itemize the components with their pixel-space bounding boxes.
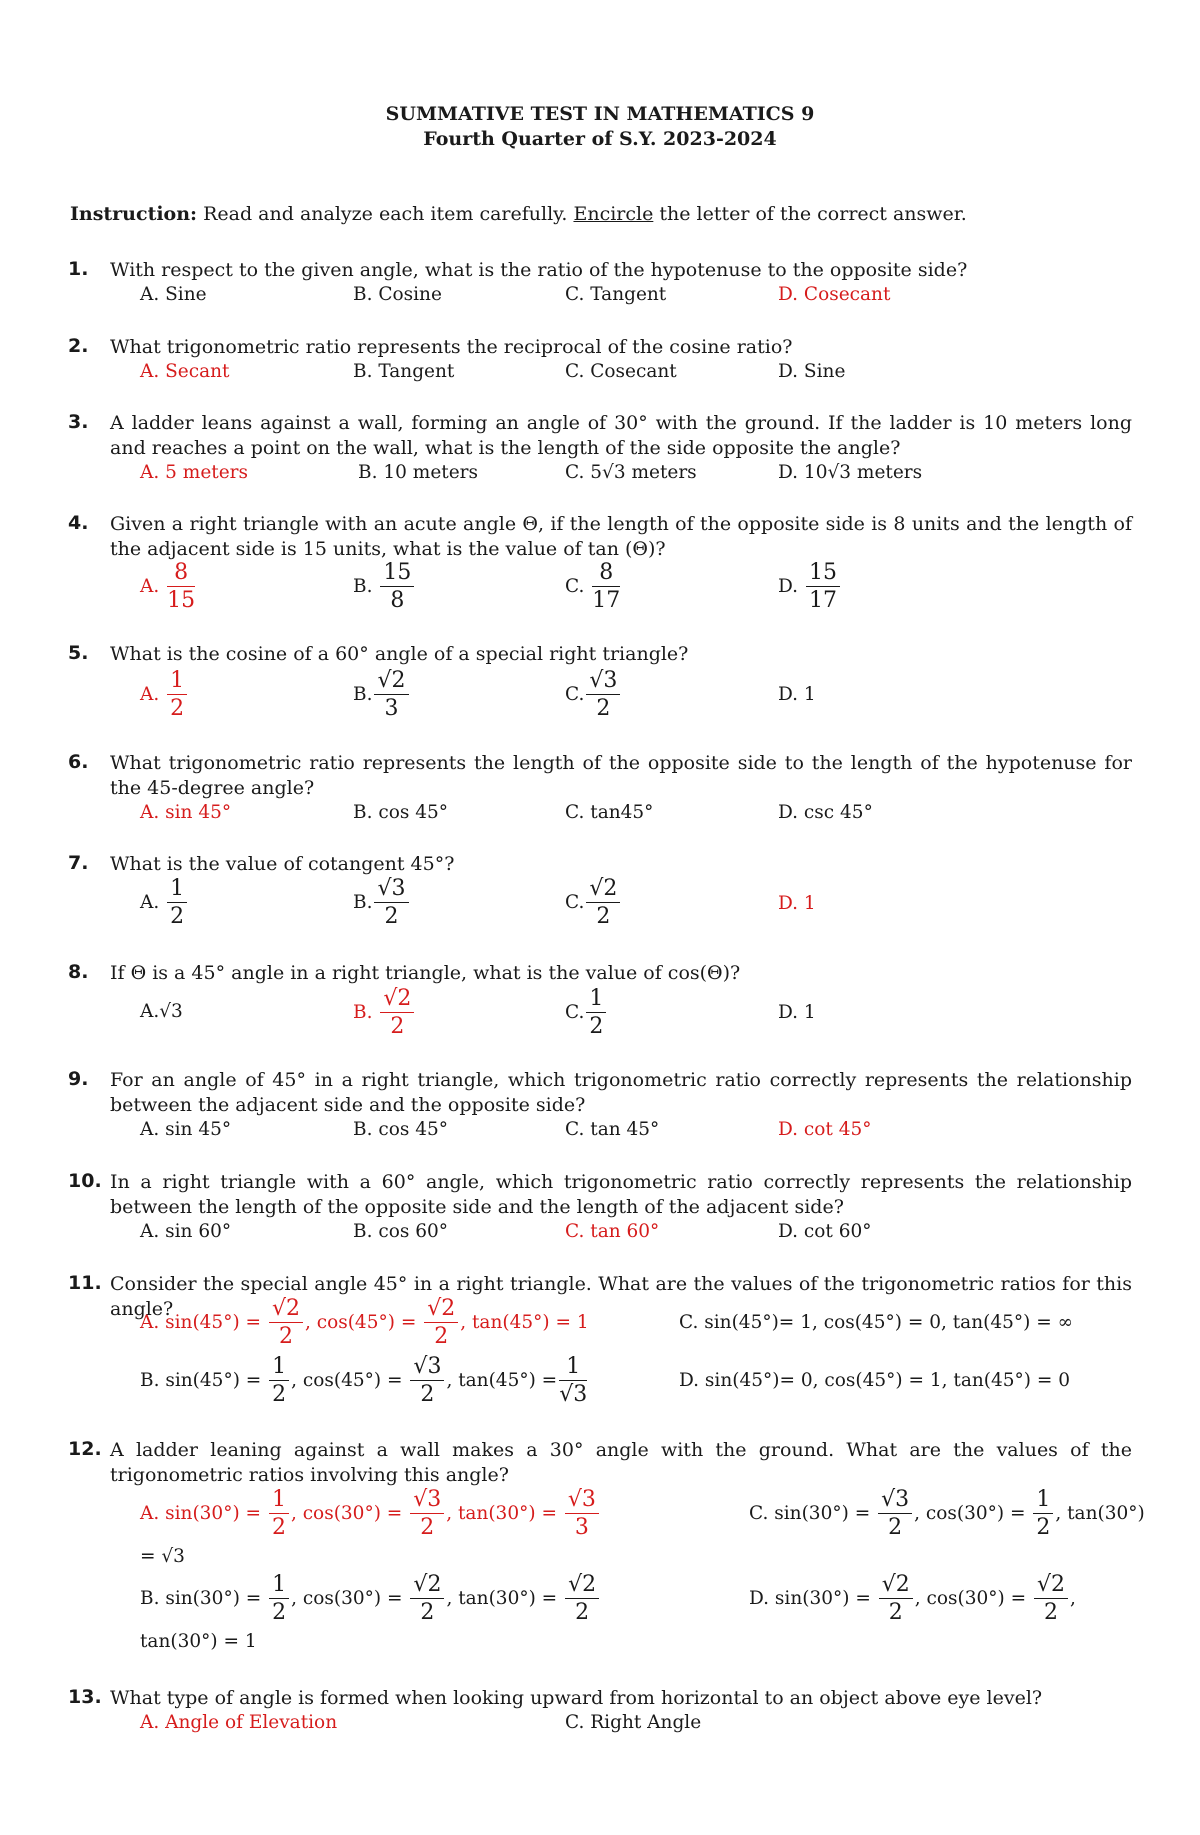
option-b[interactable] — [353, 562, 416, 612]
fraction — [424, 1298, 458, 1348]
numerator: 1 — [1033, 1489, 1053, 1514]
option-c[interactable]: C. tan 45° — [565, 1119, 660, 1140]
denominator: 2 — [170, 696, 185, 721]
option-b[interactable]: B. Cosine — [353, 284, 442, 305]
option-letter: C. — [565, 576, 585, 597]
option-a-answer[interactable]: A. Secant — [140, 361, 230, 382]
option-letter: B. — [353, 684, 373, 705]
denominator: 2 — [420, 1600, 435, 1625]
denominator: 2 — [589, 1014, 604, 1039]
fraction — [559, 1356, 587, 1406]
option-c[interactable]: C. Tangent — [565, 284, 667, 305]
fraction — [380, 988, 414, 1038]
fraction — [806, 562, 840, 612]
instruction-encircle: Encircle — [573, 203, 654, 225]
denominator: 2 — [888, 1600, 903, 1625]
option-letter: A. — [140, 684, 160, 705]
option-d[interactable]: D. 1 — [778, 684, 816, 705]
numerator: √2 — [410, 1574, 444, 1599]
numerator: 1 — [586, 988, 606, 1013]
option-letter: A. — [140, 576, 160, 597]
numerator: √3 — [410, 1356, 444, 1381]
option-text: , tan(30°) = — [446, 1588, 564, 1609]
option-a-answer[interactable]: A. sin 45° — [140, 802, 232, 823]
numerator: √2 — [269, 1298, 303, 1323]
numerator: √3 — [565, 1489, 599, 1514]
numerator: 15 — [806, 562, 840, 587]
numerator: 8 — [592, 562, 620, 587]
numerator: 15 — [380, 562, 414, 587]
denominator: 2 — [888, 1515, 903, 1540]
option-text: A. sin(45°) = — [140, 1312, 267, 1333]
denominator: 15 — [167, 588, 196, 613]
instruction-text-end: the letter of the correct answer. — [653, 203, 967, 225]
fraction — [380, 562, 414, 612]
option-d[interactable]: D. 1 — [778, 1002, 816, 1023]
question-text: A ladder leaning against a wall makes a 30° angle with the ground. What are the values of the trigonometric ratios involving this angle? — [110, 1439, 1132, 1486]
numerator: 1 — [559, 1356, 587, 1381]
option-text: , tan(30°) = — [446, 1503, 563, 1524]
question-number: 7. — [68, 852, 89, 874]
denominator: 3 — [574, 1515, 589, 1540]
numerator: √2 — [374, 670, 408, 695]
question-number: 10. — [68, 1170, 102, 1192]
option-d-answer[interactable]: D. cot 45° — [778, 1119, 872, 1140]
question-number: 8. — [68, 961, 89, 983]
option-d[interactable]: D. csc 45° — [778, 802, 873, 823]
numerator: √3 — [878, 1489, 912, 1514]
fraction — [879, 1574, 913, 1624]
option-text: , cos(30°) = — [914, 1588, 1033, 1609]
option-d[interactable]: D. sin(45°)= 0, cos(45°) = 1, tan(45°) = 0 — [679, 1370, 1071, 1391]
option-c-answer[interactable]: C. tan 60° — [565, 1221, 660, 1242]
question-number: 5. — [68, 642, 89, 664]
fraction — [269, 1489, 289, 1539]
option-b[interactable]: B. cos 45° — [353, 1119, 449, 1140]
option-b[interactable]: B. Tangent — [353, 361, 455, 382]
numerator: 1 — [269, 1356, 289, 1381]
denominator: 2 — [596, 696, 611, 721]
question-number: 3. — [68, 411, 89, 433]
fraction — [586, 988, 606, 1038]
option-c[interactable]: C. 5√3 meters — [565, 462, 697, 483]
question-text: What trigonometric ratio represents the length of the opposite side to the length of the hypotenuse for the 45-degree angle? — [110, 752, 1132, 799]
option-c[interactable] — [565, 988, 608, 1038]
option-a[interactable]: A. sin 60° — [140, 1221, 232, 1242]
option-a[interactable]: A. sin 45° — [140, 1119, 232, 1140]
denominator: 17 — [808, 588, 837, 613]
option-d[interactable]: D. 10√3 meters — [778, 462, 923, 483]
option-c[interactable]: C. Right Angle — [565, 1712, 702, 1733]
numerator: 1 — [167, 878, 187, 903]
denominator: 2 — [384, 904, 399, 929]
question-number: 12. — [68, 1438, 102, 1460]
question-text: With respect to the given angle, what is the ratio of the hypotenuse to the opposite side? — [110, 259, 968, 281]
question-text: What is the cosine of a 60° angle of a special right triangle? — [110, 643, 689, 665]
question-text: What trigonometric ratio represents the reciprocal of the cosine ratio? — [110, 336, 793, 358]
option-letter: B. — [353, 892, 373, 913]
question-text: What is the value of cotangent 45°? — [110, 853, 455, 875]
option-a-answer[interactable]: A. 5 meters — [140, 462, 248, 483]
numerator: 1 — [269, 1489, 289, 1514]
option-text: B. sin(45°) = — [140, 1370, 268, 1391]
option-letter: C. — [565, 1002, 585, 1023]
option-a[interactable]: A.√3 — [140, 1001, 183, 1022]
denominator: 2 — [170, 904, 185, 929]
option-b[interactable] — [353, 670, 411, 720]
option-text: A. sin(30°) = — [140, 1503, 267, 1524]
denominator: 2 — [575, 1600, 590, 1625]
option-d-answer[interactable]: D. 1 — [778, 893, 816, 914]
option-c[interactable]: C. Cosecant — [565, 361, 677, 382]
fraction — [374, 878, 408, 928]
fraction — [269, 1356, 289, 1406]
denominator: √3 — [559, 1382, 588, 1407]
numerator: √2 — [565, 1574, 599, 1599]
question-text: If Θ is a 45° angle in a right triangle, what is the value of cos(Θ)? — [110, 962, 741, 984]
question-text: A ladder leans against a wall, forming an angle of 30° with the ground. If the ladder is 10 meters long and reaches a point on the wall, what is the length of the side opposite the angle? — [110, 412, 1132, 459]
denominator: 2 — [278, 1324, 293, 1349]
option-b[interactable] — [353, 878, 411, 928]
fraction — [586, 878, 620, 928]
option-a[interactable] — [140, 878, 189, 928]
page-title: SUMMATIVE TEST IN MATHEMATICS 9 — [385, 103, 815, 125]
instruction-text: Read and analyze each item carefully. — [197, 203, 574, 225]
denominator: 2 — [1036, 1515, 1051, 1540]
option-letter: C. — [565, 892, 585, 913]
option-b[interactable]: B. cos 45° — [353, 802, 449, 823]
question-number: 4. — [68, 512, 89, 534]
question-number: 6. — [68, 751, 89, 773]
option-text: , — [1070, 1588, 1076, 1609]
option-c[interactable] — [565, 878, 622, 928]
denominator: 3 — [384, 696, 399, 721]
denominator: 17 — [592, 588, 621, 613]
numerator: 1 — [269, 1574, 289, 1599]
denominator: 2 — [272, 1382, 287, 1407]
option-a-answer[interactable] — [140, 1298, 589, 1348]
fraction — [878, 1489, 912, 1539]
fraction — [269, 1574, 289, 1624]
option-b[interactable]: B. 10 meters — [358, 462, 478, 483]
numerator: √2 — [879, 1574, 913, 1599]
denominator: 2 — [596, 904, 611, 929]
fraction — [565, 1574, 599, 1624]
option-b-answer[interactable] — [353, 988, 416, 1038]
option-c[interactable] — [749, 1489, 1145, 1539]
option-text: , tan(45°) = 1 — [460, 1312, 589, 1333]
denominator: 2 — [420, 1382, 435, 1407]
option-letter: B. — [353, 1002, 373, 1023]
option-b[interactable] — [140, 1574, 601, 1624]
option-letter: D. — [778, 576, 799, 597]
option-b[interactable]: B. cos 60° — [353, 1221, 449, 1242]
option-text: B. sin(30°) = — [140, 1588, 268, 1609]
denominator: 2 — [272, 1600, 287, 1625]
denominator: 2 — [420, 1515, 435, 1540]
option-a-answer[interactable] — [140, 562, 197, 612]
fraction — [565, 1489, 599, 1539]
option-letter: C. — [565, 684, 585, 705]
fraction — [374, 670, 408, 720]
option-text: , cos(30°) = — [914, 1503, 1032, 1524]
option-a-answer[interactable] — [140, 670, 189, 720]
option-a-answer[interactable]: A. Angle of Elevation — [140, 1712, 338, 1733]
option-d[interactable]: D. cot 60° — [778, 1221, 872, 1242]
numerator: √3 — [374, 878, 408, 903]
numerator: √2 — [1034, 1574, 1068, 1599]
question-text: Consider the special angle 45° in a right triangle. What are the values of the trigonometric ratios for this angle? — [110, 1273, 1132, 1320]
option-text: C. sin(30°) = — [749, 1503, 877, 1524]
denominator: 8 — [390, 588, 405, 613]
option-text: , cos(45°) = — [291, 1370, 409, 1391]
option-c[interactable]: C. sin(45°)= 1, cos(45°) = 0, tan(45°) = ∞ — [679, 1312, 1074, 1333]
option-letter: B. — [353, 576, 373, 597]
numerator: √3 — [410, 1489, 444, 1514]
option-d[interactable] — [778, 562, 842, 612]
option-d[interactable]: D. Sine — [778, 361, 846, 382]
option-text: , cos(30°) = — [290, 1503, 409, 1524]
option-d-continued: tan(30°) = 1 — [140, 1631, 257, 1652]
instruction-label: Instruction: — [70, 203, 198, 225]
fraction — [1033, 1489, 1053, 1539]
option-c[interactable]: C. tan45° — [565, 802, 654, 823]
option-letter: A. — [140, 892, 160, 913]
numerator: 1 — [167, 670, 187, 695]
option-a-answer[interactable] — [140, 1489, 601, 1539]
fraction — [269, 1298, 303, 1348]
question-text: What type of angle is formed when looking upward from horizontal to an object above eye level? — [110, 1687, 1043, 1709]
question-text: For an angle of 45° in a right triangle, which trigonometric ratio correctly represents the relationship between the adjacent side and the opposite side? — [110, 1069, 1132, 1116]
question-number: 1. — [68, 258, 89, 280]
option-c-continued: = √3 — [140, 1546, 185, 1567]
denominator: 2 — [390, 1014, 405, 1039]
fraction — [410, 1489, 444, 1539]
fraction — [586, 670, 620, 720]
fraction — [167, 562, 195, 612]
option-text: , tan(30°) — [1055, 1503, 1145, 1524]
option-text: , cos(30°) = — [291, 1588, 409, 1609]
question-number: 9. — [68, 1068, 89, 1090]
question-number: 2. — [68, 335, 89, 357]
question-number: 13. — [68, 1686, 102, 1708]
denominator: 2 — [1044, 1600, 1059, 1625]
fraction — [167, 878, 187, 928]
denominator: 2 — [434, 1324, 449, 1349]
fraction — [1034, 1574, 1068, 1624]
option-d[interactable] — [749, 1574, 1076, 1624]
option-c[interactable] — [565, 562, 622, 612]
option-b[interactable] — [140, 1356, 589, 1406]
option-a[interactable]: A. Sine — [140, 284, 207, 305]
option-text: D. sin(30°) = — [749, 1588, 877, 1609]
denominator: 2 — [271, 1515, 286, 1540]
fraction — [410, 1356, 444, 1406]
fraction — [592, 562, 620, 612]
question-text: In a right triangle with a 60° angle, which trigonometric ratio correctly represents the relationship between the length of the opposite side and the length of the adjacent side? — [110, 1171, 1132, 1218]
fraction — [167, 670, 187, 720]
question-text: Given a right triangle with an acute angle Θ, if the length of the opposite side is 8 units and the length of the adjacent side is 15 units, what is the value of tan (Θ)? — [110, 513, 1132, 560]
option-c[interactable] — [565, 670, 622, 720]
option-text: , cos(45°) = — [304, 1312, 423, 1333]
option-d-answer[interactable]: D. Cosecant — [778, 284, 891, 305]
question-number: 11. — [68, 1272, 102, 1294]
instruction — [70, 203, 967, 225]
option-text: , tan(45°) = — [446, 1370, 558, 1391]
fraction — [410, 1574, 444, 1624]
numerator: √2 — [586, 878, 620, 903]
numerator: √2 — [380, 988, 414, 1013]
page-subtitle: Fourth Quarter of S.Y. 2023-2024 — [423, 128, 777, 150]
numerator: √2 — [424, 1298, 458, 1323]
numerator: 8 — [167, 562, 195, 587]
numerator: √3 — [586, 670, 620, 695]
